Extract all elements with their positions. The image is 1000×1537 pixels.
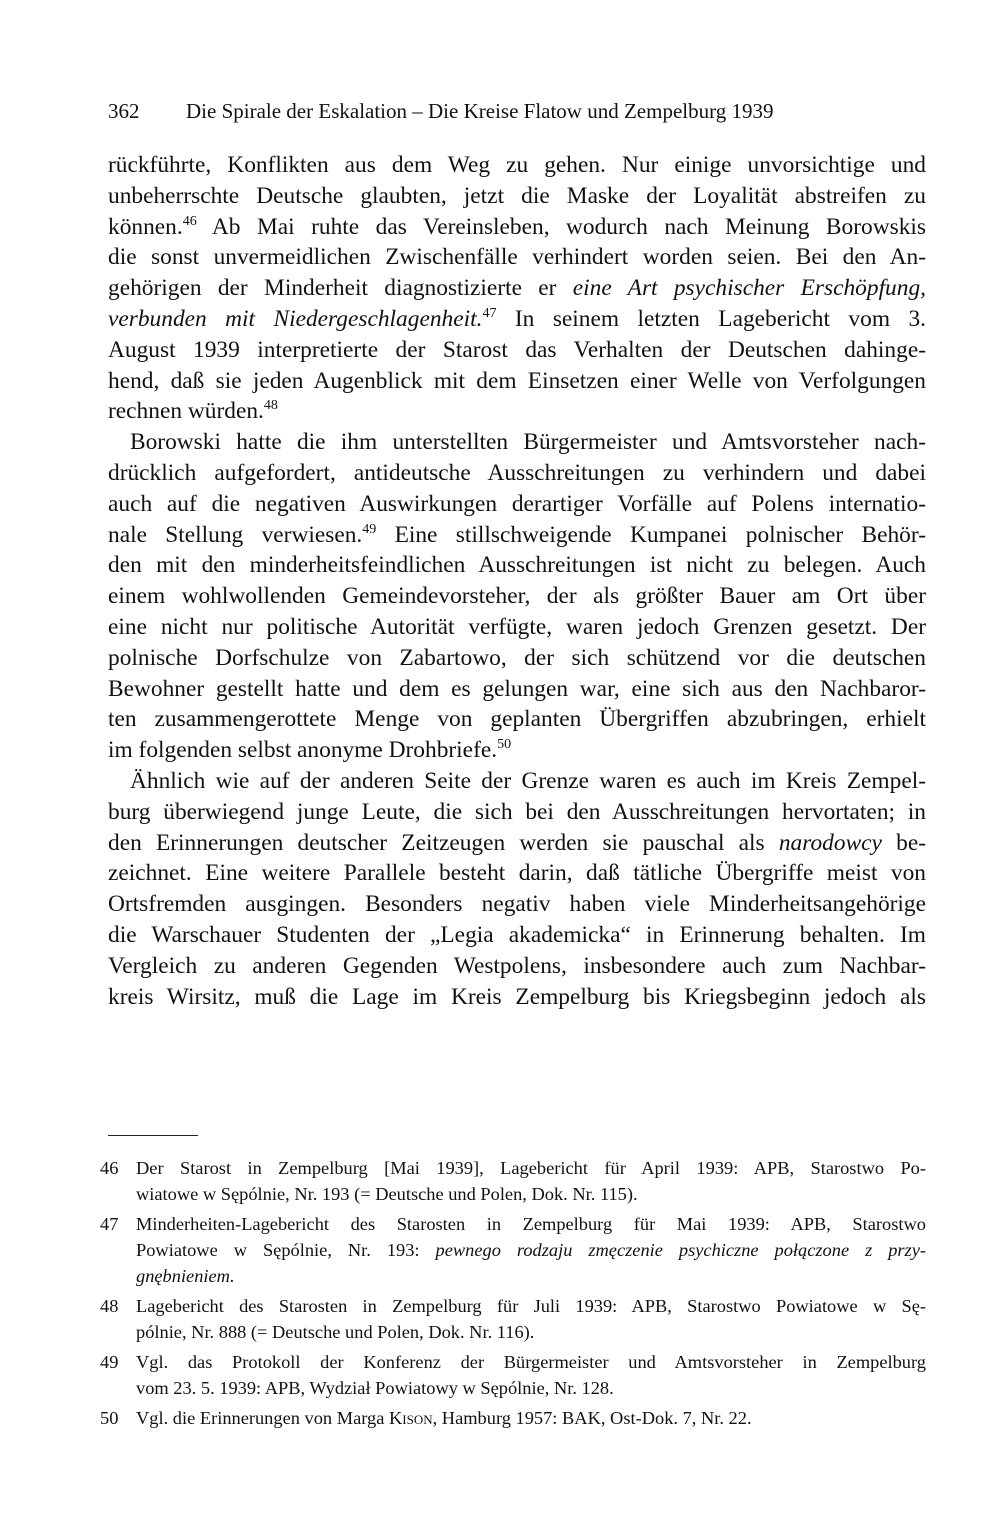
text-line: Ähnlich wie auf der anderen Seite der Grenze waren es auch im Kreis Zempel- [130, 767, 926, 794]
footnote-line: pólnie, Nr. 888 (= Deutsche und Polen, Dok. Nr. 116). [136, 1322, 535, 1342]
text-line: burg überwiegend junge Leute, die sich bei den Ausschreitungen hervortaten; in [108, 798, 926, 825]
footnote [100, 1349, 926, 1401]
text-line: drücklich aufgefordert, antideutsche Ausschreitungen zu verhindern und dabei [108, 459, 926, 486]
text-line: auch auf die negativen Auswirkungen derartiger Vorfälle auf Polens internatio- [108, 490, 926, 517]
paragraph [108, 766, 926, 1012]
text-line: können.$^{46}$ Ab Mai ruhte das Vereinsleben, wodurch nach Meinung Borowskis [108, 213, 926, 240]
emphasis: verbunden mit Niedergeschlagenheit. [108, 305, 483, 332]
text-line: ten zusammengerottete Menge von geplanten Übergriffen abzubringen, erhielt [108, 706, 926, 733]
text-line: unbeherrschte Deutsche glaubten, jetzt die Maske der Loyalität abstreifen zu [108, 182, 926, 209]
author-name: Kison [388, 1408, 433, 1428]
footnote [100, 1405, 926, 1431]
footnote-line: Vgl. die Erinnerungen von Marga Kison, Hamburg 1957: BAK, Ost-Dok. 7, Nr. 22. [136, 1408, 752, 1428]
footnote-number: 50 [100, 1408, 119, 1428]
text-line: die sonst unvermeidlichen Zwischenfälle verhindert worden seien. Bei den An- [108, 244, 926, 271]
text-line: kreis Wirsitz, muß die Lage im Kreis Zempelburg bis Kriegsbeginn jedoch als [108, 983, 926, 1010]
text-line: zeichnet. Eine weitere Parallele besteht darin, daß tätliche Übergriffe meist von [108, 860, 926, 887]
text-line: polnische Dorfschulze von Zabartowo, der sich schützend vor die deutschen [108, 644, 926, 671]
footnote [100, 1211, 926, 1289]
text-line: eine nicht nur politische Autorität verfügte, waren jedoch Grenzen gesetzt. Der [108, 613, 926, 640]
body-text [108, 150, 926, 1012]
text-line: August 1939 interpretierte der Starost das Verhalten der Deutschen dahinge- [108, 336, 926, 363]
text-line: einem wohlwollenden Gemeindevorsteher, der als größter Bauer am Ort über [108, 583, 926, 610]
text-line: Vergleich zu anderen Gegenden Westpolens, insbesondere auch zum Nachbar- [108, 952, 926, 979]
footnote-line: Vgl. das Protokoll der Konferenz der Bürgermeister und Amtsvorsteher in Zempelburg [136, 1352, 926, 1372]
running-title: Die Spirale der Eskalation – Die Kreise Flatow und Zempelburg 1939 [186, 99, 774, 123]
page-number: 362 [108, 99, 140, 123]
paragraph [108, 150, 926, 427]
footnote-ref: 49 [362, 521, 377, 537]
footnote-line: vom 23. 5. 1939: APB, Wydział Powiatowy w Sępólnie, Nr. 128. [136, 1378, 614, 1398]
emphasis: eine Art psychischer Erschöpfung, [572, 275, 926, 302]
text-line: rückführte, Konflikten aus dem Weg zu gehen. Nur einige unvorsichtige und [108, 152, 926, 178]
footnote [100, 1155, 926, 1207]
running-header [108, 98, 926, 124]
footnote [100, 1293, 926, 1345]
text-line: Borowski hatte die ihm unterstellten Bürgermeister und Amtsvorsteher nach- [130, 429, 926, 456]
text-line: gehörigen der Minderheit diagnostizierte er eine Art psychischer Erschöpfung, [108, 275, 926, 302]
text-line: rechnen würden.$^{48}$ [108, 398, 278, 425]
footnote-number: 48 [100, 1296, 119, 1316]
emphasis: narodowcy [778, 829, 882, 856]
footnote-line: Powiatowe w Sępólnie, Nr. 193: pewnego rodzaju zmęczenie psychiczne połączone z przy- [136, 1240, 926, 1260]
footnote-ref: 47 [482, 305, 497, 321]
text-line: Ortsfremden ausgingen. Besonders negativ haben viele Minderheitsangehörige [108, 891, 926, 918]
text-line: die Warschauer Studenten der „Legia akademicka“ in Erinnerung behalten. Im [108, 921, 926, 948]
footnote-number: 47 [100, 1214, 119, 1234]
footnote-line: Minderheiten-Lagebericht des Starosten in Zempelburg für Mai 1939: APB, Starostwo [136, 1214, 926, 1234]
text-line: nale Stellung verwiesen.$^{49}$ Eine stillschweigende Kumpanei polnischer Behör- [108, 521, 926, 548]
footnote-ref: 46 [182, 213, 197, 229]
footnote-ref: 48 [263, 398, 278, 414]
footnote-line: Der Starost in Zempelburg [Mai 1939], Lagebericht für April 1939: APB, Starostwo Po- [136, 1158, 926, 1178]
footnote-line [136, 1263, 926, 1289]
text-line: hend, daß sie jeden Augenblick mit dem Einsetzen einer Welle von Verfolgungen [108, 367, 926, 394]
text-line: den mit den minderheitsfeindlichen Ausschreitungen ist nicht zu belegen. Auch [108, 552, 926, 579]
footnote-separator [108, 1135, 198, 1136]
footnotes [100, 1155, 926, 1435]
emphasis: pewnego rodzaju zmęczenie psychiczne połączone z przy- [435, 1240, 926, 1260]
footnote-number: 46 [100, 1158, 119, 1178]
footnote-ref: 50 [497, 737, 512, 753]
text-line: den Erinnerungen deutscher Zeitzeugen werden sie pauschal als narodowcy be- [108, 829, 926, 856]
emphasis: gnębnieniem. [136, 1266, 235, 1286]
text-line: Bewohner gestellt hatte und dem es gelungen war, eine sich aus den Nachbaror- [108, 675, 926, 702]
text-line: im folgenden selbst anonyme Drohbriefe.$^{50}$ [108, 737, 512, 764]
text-line: verbunden mit Niedergeschlagenheit.$^{47}$ In seinem letzten Lagebericht vom 3. [108, 305, 926, 332]
paragraph [108, 427, 926, 766]
footnote-line: Lagebericht des Starosten in Zempelburg für Juli 1939: APB, Starostwo Powiatowe w Sę- [136, 1296, 926, 1316]
footnote-number: 49 [100, 1352, 119, 1372]
footnote-line: wiatowe w Sępólnie, Nr. 193 (= Deutsche und Polen, Dok. Nr. 115). [136, 1184, 638, 1204]
